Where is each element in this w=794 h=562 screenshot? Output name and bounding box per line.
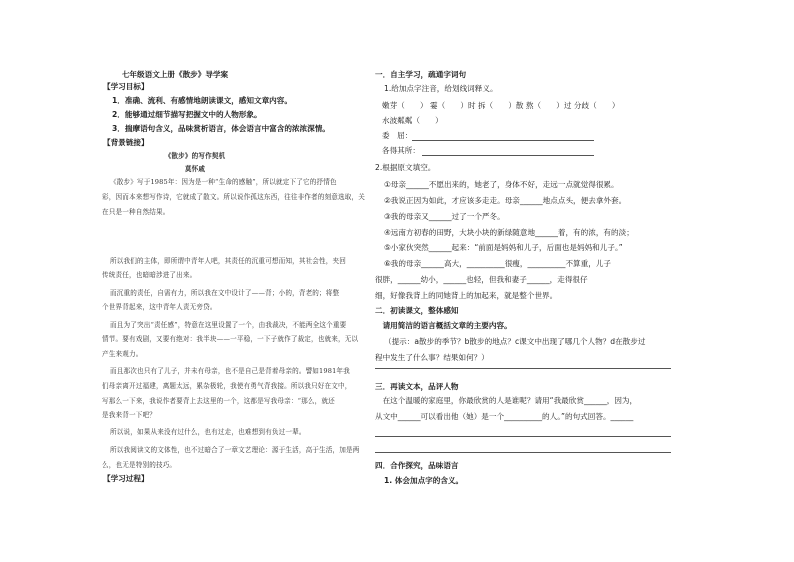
fill-item-3: ③我的母亲又______过了一个严冬。 bbox=[384, 212, 505, 221]
article-line: 所以我阅读文的文体性，也不过暗合了一章文艺理论：源于生活，高于生活，加是两 bbox=[110, 446, 360, 454]
article-line: 是我来背一下吧？ bbox=[102, 411, 156, 419]
pinyin-row: 嫩芽（ ） 霎（ ）时 拆（ ）散 熬（ ）过 分歧（ ） bbox=[382, 101, 620, 110]
section-1-header: 一．自主学习，疏通字词句 bbox=[375, 70, 467, 79]
article-line: 彩，因而本来想写作诗，它就成了散文。所以说作孤这东西，往往非作者的刻意选取，关 bbox=[102, 193, 366, 201]
article-line: 产生来观力。 bbox=[102, 350, 143, 358]
article-line: 在只是一种自然结果。 bbox=[102, 208, 170, 216]
fill-item-6-cont: 很胖，______幼小，______也轻，但我和妻子______，走得很仔 bbox=[375, 275, 588, 284]
fill-item-4: ④远南方初春的田野，大块小块的新绿随意地______着，有的浓，有的淡； bbox=[384, 228, 634, 237]
article-line: 个世界背起来，这中青年人责无旁贷。 bbox=[102, 303, 217, 311]
section-3-question-1: 在这个温暖的家庭里，你最欣赏的人是谁呢？请用“我最欣赏______，因为， bbox=[375, 396, 638, 405]
objectives-header: 【学习目标】 bbox=[103, 82, 149, 91]
article-line: 写那么一下来，我说作者要背上去这里的一个，这都是写我母亲：“那么，就还 bbox=[102, 397, 335, 405]
answer-line[interactable] bbox=[412, 140, 594, 141]
article-line: 传统责任，也暗暗涉进了出来。 bbox=[102, 271, 197, 279]
background-header: 【背景链接】 bbox=[103, 138, 149, 147]
article-line: 所以我们的主体，即所谓中青年人吧，其责任的沉重可想而知，其社会性，夹回 bbox=[110, 257, 347, 265]
section-4-question-1: 1. 体会加点字的含义。 bbox=[384, 476, 464, 485]
fill-item-6-cont-2: 细，好像我背上的同她背上的加起来，就是整个世界。 bbox=[375, 291, 558, 300]
definition-1: 委 屈： bbox=[382, 131, 413, 140]
article-line: 么，也无是特别的技巧。 bbox=[102, 461, 177, 469]
answer-line[interactable] bbox=[375, 436, 671, 437]
section-2-hint-1: （提示：a散步的季节？b散步的地点？c课文中出现了哪几个人物？d在散步过 bbox=[384, 337, 646, 346]
section-2-intro: 请用简洁的语言概括文章的主要内容。 bbox=[375, 321, 512, 330]
question-2: 2.根据原文填空。 bbox=[375, 163, 436, 172]
definition-2: 各得其所： bbox=[382, 146, 420, 155]
fill-item-5: ⑤小家伙突然______起来：“前面是妈妈和儿子，后面也是妈妈和儿子。” bbox=[384, 243, 623, 252]
article-line: 情节。要有戏剧，又要有绝对：我半块——一平稳，一下子就作了裁定，也就来，无以 bbox=[102, 335, 359, 343]
fill-item-2: ②我说正因为如此，才应该多走走。母亲______地点点头，便去拿外套。 bbox=[384, 196, 627, 205]
objective-1: 1．准确、流利、有感情地朗读课文，感知文章内容。 bbox=[112, 96, 292, 105]
article-title: 《散步》的写作契机 bbox=[164, 152, 226, 160]
answer-line[interactable] bbox=[375, 452, 671, 453]
article-line: 而且为了突出“责任感”，特意在这里设置了一个，由我裁决，不能两全这个重要 bbox=[110, 321, 347, 329]
answer-line[interactable] bbox=[422, 155, 594, 156]
article-line: 而且那次也只有了儿子，并未有母亲，也不是自己是背着母亲的。譬如1981年我 bbox=[110, 367, 350, 375]
process-header: 【学习过程】 bbox=[103, 474, 149, 483]
section-3-question-2: 从文中______可以看出他（她）是一个__________的人。”的句式回答。______ bbox=[375, 412, 634, 421]
section-2-header: 二．初读课文，整体感知 bbox=[375, 306, 459, 315]
objective-2: 2．能够通过细节描写把握文中的人物形象。 bbox=[112, 110, 262, 119]
doc-title: 七年级语文上册《散步》导学案 bbox=[121, 70, 229, 79]
section-2-hint-2: 程中发生了什么事？结果如何？） bbox=[375, 353, 489, 362]
article-line: 《散步》写于1985年：因为是一种“生命的感触”，所以就定下了它的抒情色 bbox=[110, 178, 337, 186]
pinyin-row-2: 水波粼粼（ ） bbox=[382, 116, 443, 125]
article-line: 所以说，如果从来没有过什么，也有过走，也难想到有负过一辈。 bbox=[110, 428, 306, 436]
fill-item-1: ①母亲______不愿出来的，她老了，身体不好，走远一点就觉得很累。 bbox=[384, 180, 619, 189]
question-1: 1.给加点字注音，给划线词释义。 bbox=[384, 84, 498, 93]
section-3-header: 三．再读文本，品评人物 bbox=[375, 382, 459, 391]
answer-line[interactable] bbox=[375, 368, 671, 369]
article-line: 而沉重的责任，自需有力，所以我在文中设计了——背；小的，背老的；将整 bbox=[110, 289, 340, 297]
fill-item-6: ⑥我的母亲______高大，__________很瘦，__________不算重，儿子 bbox=[384, 259, 612, 268]
article-author: 莫怀戚 bbox=[184, 165, 206, 173]
section-4-header: 四．合作探究，品味语言 bbox=[375, 461, 459, 470]
article-line: 们母亲离开过福建，离题太远，累杂极轮，我使有勇气背我接。所以我只好在文中， bbox=[102, 382, 352, 390]
objective-3: 3．揣摩语句含义，品味赏析语言，体会语言中富含的浓浓深情。 bbox=[112, 124, 330, 133]
